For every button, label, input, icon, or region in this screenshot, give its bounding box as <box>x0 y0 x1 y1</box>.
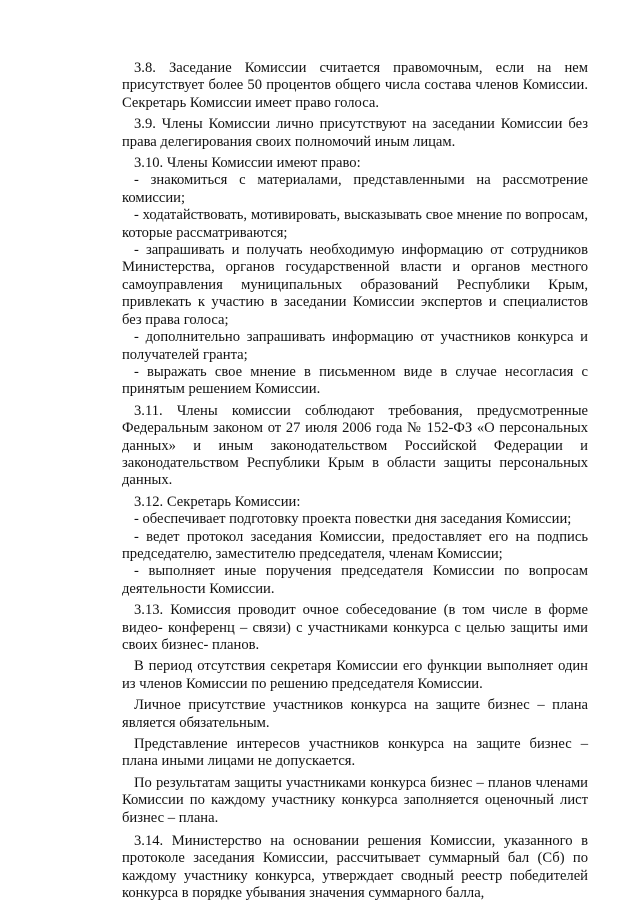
list-item: - знакомиться с материалами, представленными на рассмотрение комиссии; <box>122 172 588 206</box>
list-item: - выражать свое мнение в письменном виде в случае несогласия с принятым решением Комиссии. <box>122 363 588 398</box>
list-item: - обеспечивает подготовку проекта повестки дня заседания Комиссии; <box>134 511 572 528</box>
list-item: - дополнительно запрашивать информацию от участников конкурса и получателей гранта; <box>122 329 588 363</box>
clause-3-12: 3.12. Секретарь Комиссии: <box>134 493 301 510</box>
document-body <box>122 60 588 903</box>
paragraph: Представление интересов участников конкурса на защите бизнес – плана иными лицами не допускается. <box>122 736 588 770</box>
paragraph: По результатам защиты участниками конкурса бизнес – планов членами Комиссии по каждому участнику конкурса заполняется оценочный лист бизнес – плана. <box>122 774 588 826</box>
clause-3-13: 3.13. Комиссия проводит очное собеседование (в том числе в форме видео- конференц – связи) с участниками конкурса с целью защиты ими своих бизнес- планов. <box>122 602 588 653</box>
list-item: - ведет протокол заседания Комиссии, предоставляет его на подпись председателю, заместителю председателя, членам Комиссии; <box>122 528 588 562</box>
clause-3-14: 3.14. Министерство на основании решения Комиссии, указанного в протоколе заседания Комиссии, рассчитывает суммарный бал (Сб) по каждому участнику конкурса, утверждает сводный реестр победителей конкурса в порядке убывания значения суммарного балла, <box>122 833 588 902</box>
clause-3-11: 3.11. Члены комиссии соблюдают требования, предусмотренные Федеральным законом от 27 июля 2006 года № 152-ФЗ «О персональных данных» и иным законодательством Российской Федерации и законодательством Республики Крым в области защиты персональных данных. <box>122 402 588 489</box>
paragraph: В период отсутствия секретаря Комиссии его функции выполняет один из членов Комиссии по решению председателя Комиссии. <box>122 658 588 692</box>
list-item: - ходатайствовать, мотивировать, высказывать свое мнение по вопросам, которые рассматриваются; <box>122 207 588 241</box>
list-item: - выполняет иные поручения председателя Комиссии по вопросам деятельности Комиссии. <box>122 563 588 597</box>
clause-3-8: 3.8. Заседание Комиссии считается правомочным, если на нем присутствует более 50 процентов общего числа состава членов Комиссии. Секретарь Комиссии имеет право голоса. <box>122 60 588 111</box>
clause-3-10: 3.10. Члены Комиссии имеют право: <box>134 155 361 172</box>
paragraph: Личное присутствие участников конкурса на защите бизнес – плана является обязательным. <box>122 697 588 731</box>
list-item: - запрашивать и получать необходимую информацию от сотрудников Министерства, органов государственной власти и органов местного самоуправления муниципальных образований Республики Крым, привлекать к участию в заседании Комиссии экспертов и специалистов без права голоса; <box>122 242 588 328</box>
clause-3-9: 3.9. Члены Комиссии лично присутствуют на заседании Комиссии без права делегирования своих полномочий иным лицам. <box>122 116 588 150</box>
